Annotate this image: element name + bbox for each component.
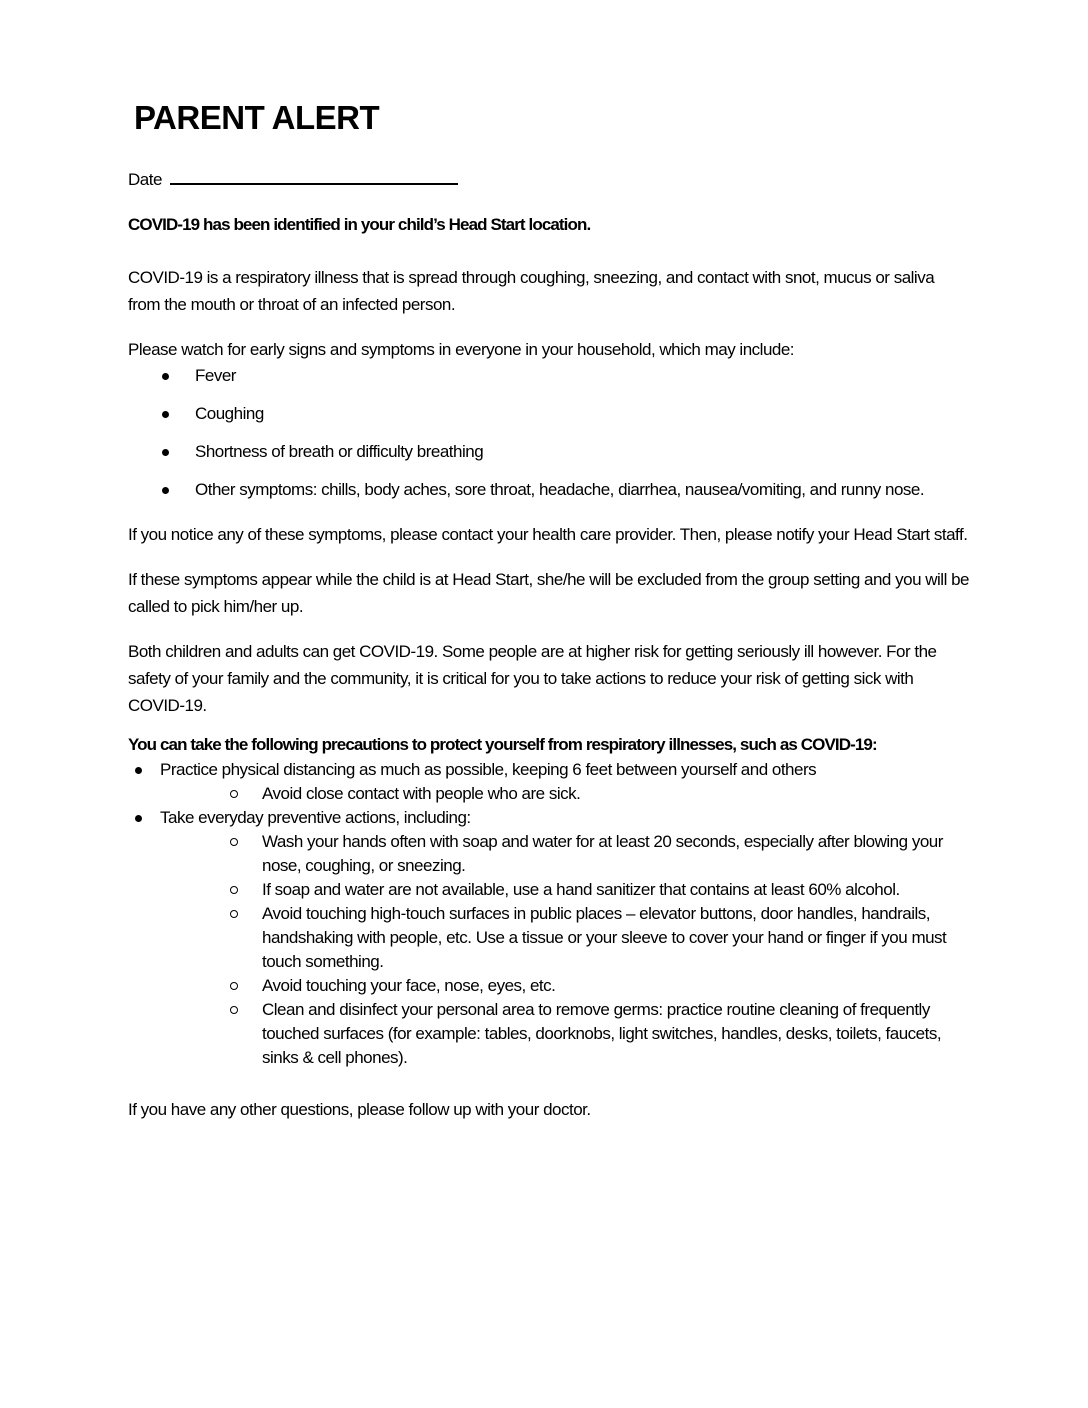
bullet-icon [135,815,142,822]
list-item [128,363,970,389]
precautions-list [128,758,970,1070]
bullet-icon [135,767,142,774]
date-label: Date [128,170,162,189]
circle-bullet-icon [230,838,238,846]
circle-bullet-icon [230,790,238,798]
intro-paragraph: COVID-19 is a respiratory illness that is spread through coughing, sneezing, and contact with snot, mucus or saliva from the mouth or throat of an infected person. [128,268,935,314]
circle-bullet-icon [230,982,238,990]
list-item-text: Coughing [195,404,264,423]
list-item [128,401,970,427]
list-item-text: Avoid touching your face, nose, eyes, etc. [262,976,556,995]
list-item [128,758,970,806]
alert-heading: COVID-19 has been identified in your child’s Head Start location. [128,215,591,234]
symptoms-intro-paragraph: Please watch for early signs and symptoms in everyone in your household, which may include: [128,340,795,359]
exclusion-paragraph: If these symptoms appear while the child is at Head Start, she/he will be excluded from the group setting and you will be called to pick him/her up. [128,570,969,616]
circle-bullet-icon [230,886,238,894]
list-item [128,477,970,503]
document-content [128,0,970,1123]
date-row [128,166,970,193]
list-item-text: Fever [195,366,236,385]
circle-bullet-icon [230,910,238,918]
sub-list [160,830,970,1070]
closing-paragraph: If you have any other questions, please follow up with your doctor. [128,1100,591,1119]
list-item-text: Clean and disinfect your personal area to remove germs: practice routine cleaning of frequently touched surfaces (for example: tables, doorknobs, light switches, handles, desks, toilets, faucets, sinks & cell phones). [262,1000,942,1067]
page-title: PARENT ALERT [134,99,380,136]
list-item [160,782,970,806]
bullet-icon [162,373,169,380]
list-item-text: Wash your hands often with soap and water for at least 20 seconds, especially after blowing your nose, coughing, or sneezing. [262,832,943,875]
date-blank-line [170,167,458,185]
bullet-icon [162,487,169,494]
list-item-text: Shortness of breath or difficulty breathing [195,442,484,461]
precautions-heading: You can take the following precautions to protect yourself from respiratory illnesses, such as COVID-19: [128,735,877,754]
list-item-text: Avoid touching high-touch surfaces in public places – elevator buttons, door handles, handrails, handshaking with people, etc. Use a tissue or your sleeve to cover your hand or finger if you must touch something. [262,904,947,971]
list-item-text: Other symptoms: chills, body aches, sore throat, headache, diarrhea, nausea/vomiting, and runny nose. [195,480,925,499]
list-item-text: Practice physical distancing as much as possible, keeping 6 feet between yourself and others [160,760,817,779]
list-item-text: Avoid close contact with people who are sick. [262,784,581,803]
list-item [160,974,970,998]
list-item [128,439,970,465]
symptoms-list [128,363,970,503]
list-item [160,902,970,974]
bullet-icon [162,449,169,456]
list-item [160,878,970,902]
bullet-icon [162,411,169,418]
circle-bullet-icon [230,1006,238,1014]
list-item [128,806,970,1070]
list-item [160,830,970,878]
list-item-text: If soap and water are not available, use a hand sanitizer that contains at least 60% alcohol. [262,880,900,899]
notice-paragraph: If you notice any of these symptoms, please contact your health care provider. Then, please notify your Head Start staff. [128,525,968,544]
risk-paragraph: Both children and adults can get COVID-19. Some people are at higher risk for getting seriously ill however. For the safety of your family and the community, it is critical for you to take actions to reduce your risk of getting sick with COVID-19. [128,642,937,715]
list-item-text: Take everyday preventive actions, including: [160,808,471,827]
list-item [160,998,970,1070]
sub-list [160,782,970,806]
